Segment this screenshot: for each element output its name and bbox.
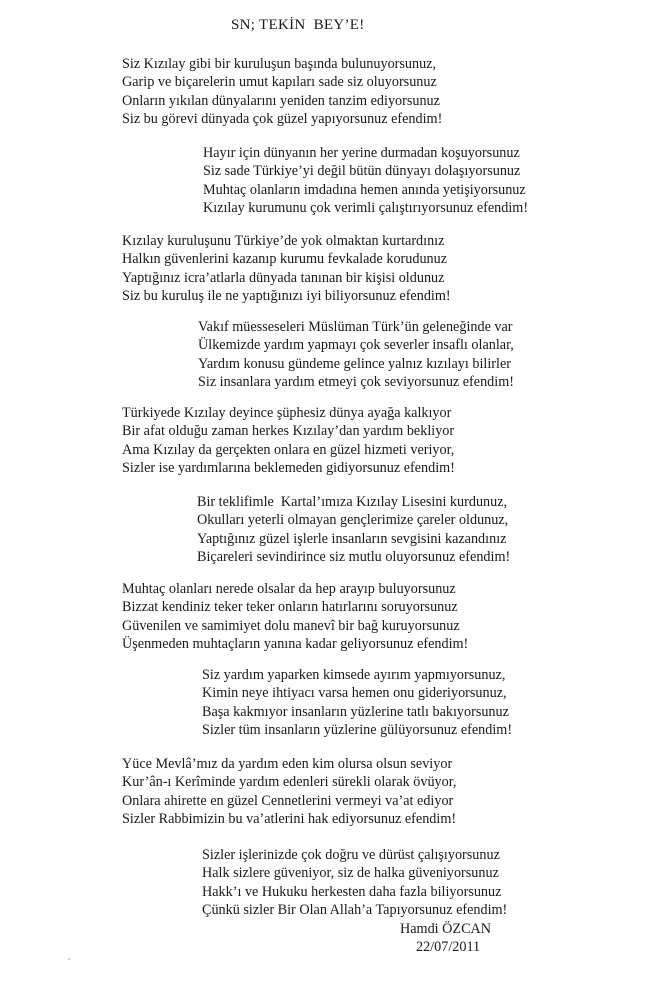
poem-line: Bir teklifimle Kartal’ımıza Kızılay Lisesini kurdunuz, [197,494,508,510]
poem-line: Siz bu görevi dünyada çok güzel yapıyorsunuz efendim! [122,111,443,128]
poem-line: Halkın güvenlerini kazanıp kurumu fevkalade korudunuz [122,251,448,268]
stanza-6 [197,493,510,567]
poem-line: Sizler Rabbimizin bu va’atlerini hak ediyorsunuz efendim! [122,811,457,828]
poem-line: Okulları yeterli olmayan gençlerimize çareler oldunuz, [197,512,509,529]
poem-line: Halk sizlere güveniyor, siz de halka güveniyorsunuz [202,865,499,882]
poem-line: Güvenilen ve samimiyet dolu manevî bir bağ kuruyorsunuz [122,617,460,634]
poem-line: Onlara ahirette en güzel Cennetlerini vermeyi va’at ediyor [122,792,454,809]
poem-line: Hayır için dünyanın her yerine durmadan koşuyorsunuz [203,145,520,161]
poem-line: Siz bu kuruluş ile ne yaptığınızı iyi biliyorsunuz efendim! [122,288,451,305]
stanza-1 [122,55,442,129]
stanza-10 [202,846,507,920]
poem-line: Onların yıkılan dünyalarını yeniden tanzim ediyorsunuz [122,92,440,109]
poem-line: Muhtaç olanları nerede olsalar da hep arayıp buluyorsunuz [122,581,456,597]
poem-line: Yardım konusu gündeme gelince yalnız kızılayı bilirler [198,355,511,372]
poem-line: Ama Kızılay da gerçekten onlara en güzel hizmeti veriyor, [122,441,455,458]
poem-line: Garip ve biçarelerin umut kapıları sade siz oluyorsunuz [122,74,437,91]
poem-line: Siz insanlara yardım etmeyi çok seviyorsunuz efendim! [198,374,514,391]
poem-line: Üşenmeden muhtaçların yanına kadar geliyorsunuz efendim! [122,636,469,653]
poem-line: Sizler tüm insanların yüzlerine gülüyorsunuz efendim! [202,722,513,739]
poem-line: Yaptığınız icra’atlarla dünyada tanınan bir kişisi oldunuz [122,269,445,286]
poem-line: Hakk’ı ve Hukuku herkesten daha fazla biliyorsunuz [202,883,502,900]
poem-line: Çünkü sizler Bir Olan Allah’a Tapıyorsunuz efendim! [202,902,508,919]
stanza-2 [203,144,528,218]
poem-line: Yaptığınız güzel işlerle insanların sevgisini kazandınız [197,530,507,547]
stanza-3 [122,232,451,306]
poem-line: Kur’ân-ı Kerîminde yardım edenleri sürekli olarak övüyor, [122,774,457,791]
stanza-5 [122,404,455,478]
poem-line: Türkiyede Kızılay deyince şüphesiz dünya ayağa kalkıyor [122,405,452,421]
poem-line: Yüce Mevlâ’mız da yardım eden kim olursa olsun seviyor [122,756,453,772]
poem-line: Biçareleri sevindirince siz mutlu oluyorsunuz efendim! [197,549,511,566]
poem-line: Siz yardım yaparken kimsede ayırım yapmıyorsunuz, [202,667,506,683]
stanza-4 [198,318,514,392]
scan-speck [68,958,70,960]
poem-line: Sizler işlerinizde çok doğru ve dürüst çalışıyorsunuz [202,847,500,863]
poem-line: Bir afat olduğu zaman herkes Kızılay’dan yardım bekliyor [122,423,455,440]
stanza-8 [202,666,512,740]
poem-date: 22/07/2011 [416,939,481,955]
poem-line: Ülkemizde yardım yapmayı çok severler insaflı olanlar, [198,337,514,354]
poem-line: Sizler ise yardımlarına beklemeden gidiyorsunuz efendim! [122,460,455,477]
poem-line: Bizzat kendiniz teker teker onların hatırlarını soruyorsunuz [122,599,458,616]
poem-line: Başa kakmıyor insanların yüzlerine tatlı bakıyorsunuz [202,703,509,720]
poem-line: Kızılay kuruluşunu Türkiye’de yok olmaktan kurtardınız [122,233,445,249]
poem-line: Kızılay kurumunu çok verimli çalıştırıyorsunuz efendim! [203,200,529,217]
stanza-7 [122,580,468,654]
poem-line: Muhtaç olanların imdadına hemen anında yetişiyorsunuz [203,181,526,198]
poem-line: Siz Kızılay gibi bir kuruluşun başında bulunuyorsunuz, [122,56,437,72]
poem-line: Vakıf müesseseleri Müslüman Türk’ün geleneğinde var [198,319,513,335]
author-name: Hamdi ÖZCAN [400,921,492,937]
poem-line: Siz sade Türkiye’yi değil bütün dünyayı dolaşıyorsunuz [203,163,521,180]
stanza-9 [122,755,456,829]
poem-title: SN; TEKİN BEY’E! [231,17,365,33]
poem-line: Kimin neye ihtiyacı varsa hemen onu gideriyorsunuz, [202,685,507,702]
